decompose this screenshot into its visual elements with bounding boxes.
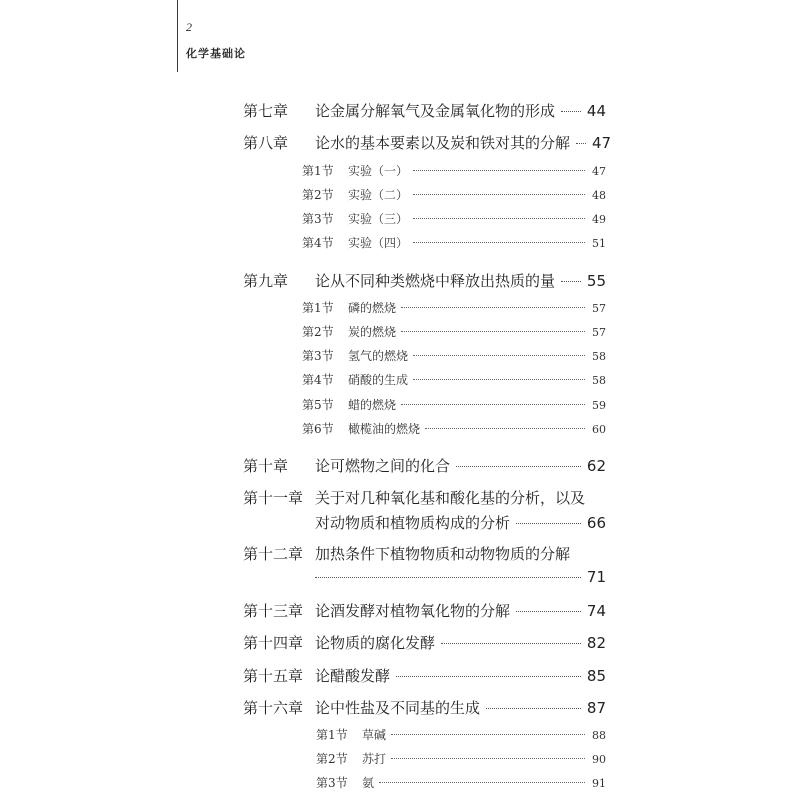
section-title: 草碱 bbox=[362, 728, 387, 742]
section-title: 氢气的燃烧 bbox=[348, 349, 409, 363]
section-title: 炭的燃烧 bbox=[348, 325, 397, 339]
chapter-label: 第七章 bbox=[243, 102, 289, 120]
section-label: 第3节 bbox=[302, 349, 334, 363]
dot-leader bbox=[401, 404, 585, 405]
section-label: 第1节 bbox=[316, 728, 348, 742]
toc-entry-ch8[interactable] bbox=[243, 132, 612, 153]
toc-section-ch9-6[interactable] bbox=[302, 420, 606, 437]
dot-leader bbox=[441, 643, 581, 644]
page-ref: 90 bbox=[592, 753, 606, 766]
page-ref: 47 bbox=[592, 165, 606, 178]
chapter-label: 第九章 bbox=[243, 272, 289, 290]
section-title: 实验（三） bbox=[348, 212, 409, 226]
toc-section-ch9-2[interactable] bbox=[302, 323, 606, 340]
chapter-label: 第十四章 bbox=[243, 634, 304, 652]
toc-section-ch16-2[interactable] bbox=[316, 750, 606, 767]
chapter-title: 论物质的腐化发酵 bbox=[315, 634, 436, 652]
toc-entry-ch11-continued[interactable] bbox=[315, 512, 606, 533]
toc-entry-ch7[interactable] bbox=[243, 100, 606, 121]
page-ref: 62 bbox=[586, 457, 606, 475]
page-ref: 85 bbox=[586, 667, 606, 685]
page-ref: 74 bbox=[586, 602, 606, 620]
toc-entry-ch12[interactable] bbox=[243, 543, 606, 564]
section-label: 第1节 bbox=[302, 164, 334, 178]
dot-leader bbox=[413, 170, 585, 171]
dot-leader bbox=[516, 611, 581, 612]
running-title: 化学基础论 bbox=[186, 47, 246, 60]
chapter-title: 加热条件下植物物质和动物物质的分解 bbox=[315, 545, 571, 563]
section-title: 氨 bbox=[362, 776, 375, 790]
chapter-label: 第十三章 bbox=[243, 602, 304, 620]
page-ref: 57 bbox=[592, 302, 606, 315]
toc-entry-ch10[interactable] bbox=[243, 455, 606, 476]
page-ref: 71 bbox=[586, 568, 606, 586]
toc-section-ch16-3[interactable] bbox=[316, 774, 606, 791]
page-ref: 66 bbox=[586, 514, 606, 532]
toc-section-ch9-5[interactable] bbox=[302, 396, 606, 413]
section-title: 苏打 bbox=[362, 752, 387, 766]
chapter-label: 第十五章 bbox=[243, 667, 304, 685]
dot-leader bbox=[391, 758, 585, 759]
page-ref: 58 bbox=[592, 374, 606, 387]
section-label: 第3节 bbox=[302, 212, 334, 226]
chapter-title: 论从不同种类燃烧中释放出热质的量 bbox=[315, 272, 556, 290]
page-ref: 87 bbox=[586, 699, 606, 717]
toc-section-ch8-3[interactable] bbox=[302, 210, 606, 227]
section-title: 实验（一） bbox=[348, 164, 409, 178]
page-ref: 58 bbox=[592, 350, 606, 363]
chapter-title: 论中性盐及不同基的生成 bbox=[315, 699, 481, 717]
chapter-title: 论可燃物之间的化合 bbox=[315, 457, 451, 475]
section-label: 第1节 bbox=[302, 301, 334, 315]
dot-leader bbox=[516, 523, 581, 524]
page-ref: 51 bbox=[592, 237, 606, 250]
section-label: 第2节 bbox=[302, 188, 334, 202]
section-title: 磷的燃烧 bbox=[348, 301, 397, 315]
dot-leader bbox=[315, 577, 581, 578]
toc-section-ch16-1[interactable] bbox=[316, 726, 606, 743]
chapter-label: 第十章 bbox=[243, 457, 289, 475]
page-ref: 88 bbox=[592, 729, 606, 742]
dot-leader bbox=[413, 379, 585, 380]
section-label: 第4节 bbox=[302, 236, 334, 250]
dot-leader bbox=[413, 242, 585, 243]
page-ref: 49 bbox=[592, 213, 606, 226]
dot-leader bbox=[486, 708, 581, 709]
page-ref: 48 bbox=[592, 189, 606, 202]
dot-leader bbox=[425, 428, 585, 429]
toc-entry-ch15[interactable] bbox=[243, 665, 606, 686]
dot-leader bbox=[391, 734, 585, 735]
dot-leader bbox=[456, 466, 581, 467]
dot-leader bbox=[413, 194, 585, 195]
section-label: 第3节 bbox=[316, 776, 348, 790]
toc-entry-ch13[interactable] bbox=[243, 600, 606, 621]
toc-section-ch8-2[interactable] bbox=[302, 186, 606, 203]
dot-leader bbox=[413, 218, 585, 219]
page-ref: 55 bbox=[586, 272, 606, 290]
toc-section-ch9-4[interactable] bbox=[302, 371, 606, 388]
toc-section-ch8-1[interactable] bbox=[302, 162, 606, 179]
toc-entry-ch12-continued[interactable] bbox=[315, 568, 606, 586]
section-label: 第2节 bbox=[302, 325, 334, 339]
section-title: 硝酸的生成 bbox=[348, 373, 409, 387]
chapter-label: 第八章 bbox=[243, 134, 289, 152]
dot-leader bbox=[379, 782, 585, 783]
toc-entry-ch14[interactable] bbox=[243, 632, 606, 653]
toc-section-ch9-3[interactable] bbox=[302, 347, 606, 364]
dot-leader bbox=[401, 307, 585, 308]
section-title: 蜡的燃烧 bbox=[348, 398, 397, 412]
toc-entry-ch9[interactable] bbox=[243, 270, 606, 291]
section-label: 第6节 bbox=[302, 422, 334, 436]
section-title: 实验（四） bbox=[348, 236, 409, 250]
section-label: 第4节 bbox=[302, 373, 334, 387]
page-ref: 60 bbox=[592, 423, 606, 436]
dot-leader bbox=[561, 281, 581, 282]
section-label: 第2节 bbox=[316, 752, 348, 766]
chapter-title: 论酒发酵对植物氧化物的分解 bbox=[315, 602, 511, 620]
toc-section-ch8-4[interactable] bbox=[302, 234, 606, 251]
chapter-title-continued: 对动物质和植物质构成的分析 bbox=[315, 514, 511, 532]
chapter-label: 第十二章 bbox=[243, 545, 304, 563]
section-title: 橄榄油的燃烧 bbox=[348, 422, 421, 436]
page-ref: 82 bbox=[586, 634, 606, 652]
toc-section-ch9-1[interactable] bbox=[302, 299, 606, 316]
page-ref: 57 bbox=[592, 326, 606, 339]
chapter-label: 第十六章 bbox=[243, 699, 304, 717]
chapter-title: 论醋酸发酵 bbox=[315, 667, 391, 685]
section-title: 实验（二） bbox=[348, 188, 409, 202]
page-ref: 91 bbox=[592, 777, 606, 790]
dot-leader bbox=[576, 143, 586, 144]
dot-leader bbox=[413, 355, 585, 356]
page-ref: 44 bbox=[586, 102, 606, 120]
toc-entry-ch16[interactable] bbox=[243, 697, 606, 718]
page-number: 2 bbox=[186, 20, 192, 34]
dot-leader bbox=[401, 331, 585, 332]
dot-leader bbox=[396, 676, 581, 677]
page-ref: 47 bbox=[592, 134, 612, 152]
section-label: 第5节 bbox=[302, 398, 334, 412]
dot-leader bbox=[561, 111, 581, 112]
chapter-title: 论金属分解氧气及金属氧化物的形成 bbox=[315, 102, 556, 120]
toc-entry-ch11[interactable] bbox=[243, 487, 606, 508]
chapter-title: 关于对几种氧化基和酸化基的分析，以及 bbox=[315, 489, 586, 507]
chapter-label: 第十一章 bbox=[243, 489, 304, 507]
chapter-title: 论水的基本要素以及炭和铁对其的分解 bbox=[315, 134, 571, 152]
page-ref: 59 bbox=[592, 399, 606, 412]
